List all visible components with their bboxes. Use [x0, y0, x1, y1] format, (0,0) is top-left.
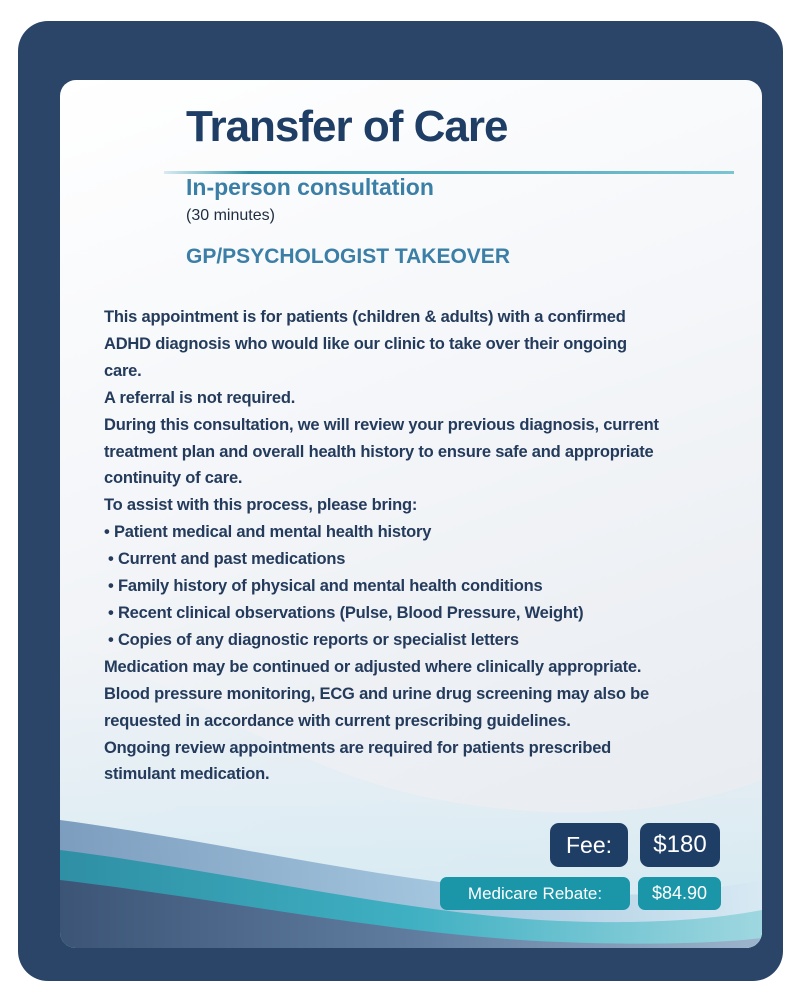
- description-line: To assist with this process, please bring:: [104, 496, 418, 515]
- description-line: This appointment is for patients (children & adults) with a confirmed: [104, 308, 626, 326]
- description-line: During this consultation, we will review your previous diagnosis, current: [104, 415, 659, 434]
- description-line: Ongoing review appointments are required for patients prescribed: [104, 738, 612, 757]
- description-line: continuity of care.: [104, 469, 243, 488]
- consultation-duration: (30 minutes): [186, 207, 275, 224]
- medicare-rebate-label: Medicare Rebate:: [440, 877, 630, 910]
- description-line: Blood pressure monitoring, ECG and urine drug screening may also be: [104, 684, 649, 703]
- description-body: [104, 304, 759, 788]
- description-line: stimulant medication.: [104, 765, 270, 784]
- info-card: [60, 80, 762, 948]
- description-line: care.: [104, 361, 142, 380]
- service-category: GP/PSYCHOLOGIST TAKEOVER: [186, 245, 510, 268]
- bring-list-item: • Patient medical and mental health history: [104, 523, 432, 542]
- description-line: Medication may be continued or adjusted where clinically appropriate.: [104, 657, 642, 676]
- bring-list-item: • Recent clinical observations (Pulse, Blood Pressure, Weight): [108, 603, 584, 622]
- bring-list-item: • Family history of physical and mental health conditions: [108, 577, 543, 596]
- description-line: requested in accordance with current prescribing guidelines.: [104, 711, 571, 730]
- consultation-type: In-person consultation: [186, 174, 434, 200]
- bring-list-item: • Copies of any diagnostic reports or specialist letters: [108, 630, 519, 649]
- description-line: A referral is not required.: [104, 388, 296, 407]
- bring-list-item: • Current and past medications: [108, 550, 346, 569]
- fee-label: Fee:: [550, 823, 628, 867]
- description-line: treatment plan and overall health history to ensure safe and appropriate: [104, 442, 654, 461]
- medicare-rebate-value: $84.90: [638, 877, 721, 910]
- description-line: ADHD diagnosis who would like our clinic to take over their ongoing: [104, 334, 627, 353]
- page-title: Transfer of Care: [186, 102, 508, 151]
- fee-value: $180: [640, 823, 720, 867]
